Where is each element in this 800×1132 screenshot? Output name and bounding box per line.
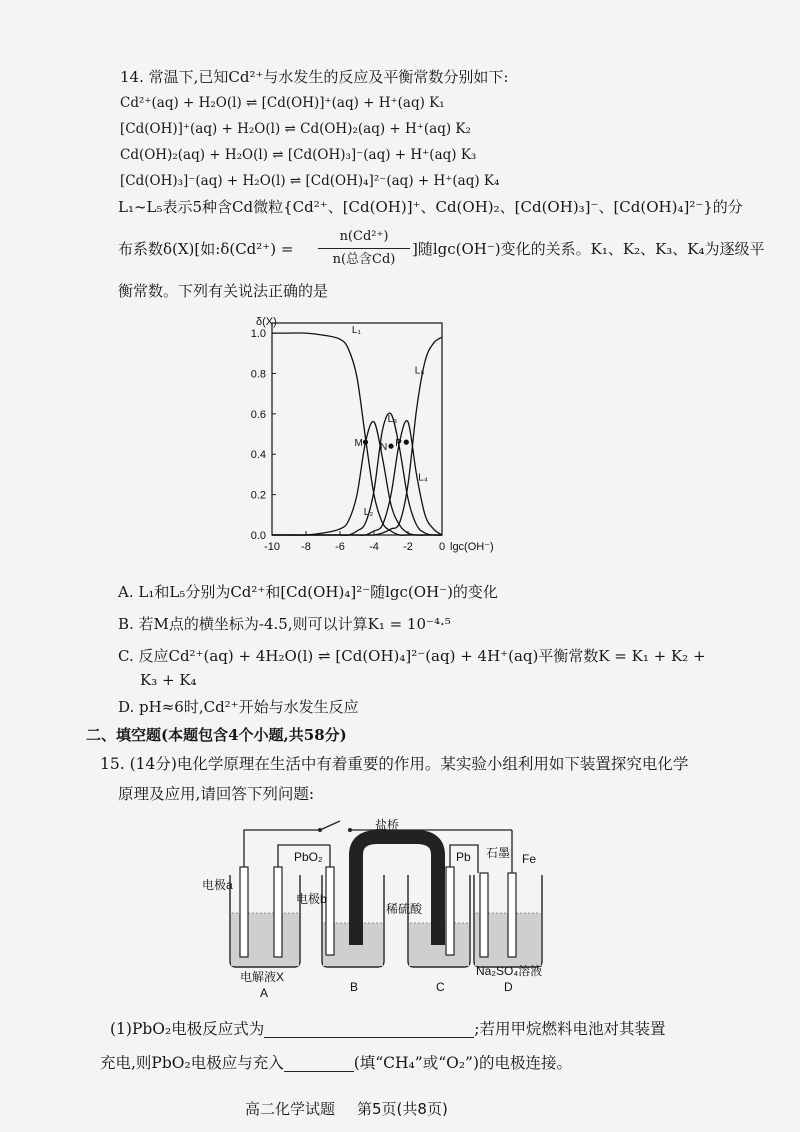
x-tick-label: -8 xyxy=(301,541,311,553)
fraction-numerator: n(Cd²⁺) xyxy=(339,229,389,244)
fraction-denominator: n(总含Cd) xyxy=(332,252,396,267)
q15-line1: 15. (14分)电化学原理在生活中有着重要的作用。某实验小组利用如下装置探究电化学 xyxy=(100,755,689,773)
point-label: P xyxy=(395,438,402,450)
q15-part1-text-a: (1)PbO₂电极反应式为 xyxy=(110,1020,265,1038)
plot-frame xyxy=(272,323,442,535)
equation-1: Cd²⁺(aq) + H₂O(l) ⇌ [Cd(OH)]⁺(aq) + H⁺(aq) K₁ xyxy=(120,95,445,111)
option-b: B. 若M点的横坐标为-4.5,则可以计算K₁ = 10⁻⁴·⁵ xyxy=(118,615,451,633)
label-electrode-b: 电极b xyxy=(296,892,327,906)
footer-page: 第5页(共8页) xyxy=(357,1100,448,1118)
label-electrolyte-x: 电解液X xyxy=(240,970,285,984)
q14-desc-line2b: ]随lgc(OH⁻)变化的关系。K₁、K₂、K₃、K₄为逐级平 xyxy=(412,240,765,258)
footer-subject: 高二化学试题 xyxy=(245,1100,336,1118)
electrode-a xyxy=(240,867,248,957)
answer-blank-2[interactable] xyxy=(284,1055,354,1072)
q15-part1-line2 xyxy=(100,1054,572,1072)
y-axis-label: δ(X) xyxy=(256,316,277,328)
series-line xyxy=(272,333,442,535)
electrochem-apparatus xyxy=(200,815,570,1000)
label-pbo2: PbO₂ xyxy=(294,850,323,864)
x-axis-label: lgc(OH⁻) xyxy=(450,541,494,553)
series-label: L₅ xyxy=(414,365,425,377)
answer-blank-1[interactable] xyxy=(264,1021,474,1038)
distribution-chart xyxy=(210,305,510,575)
x-tick-label: -10 xyxy=(264,541,280,553)
fraction-bar xyxy=(318,248,410,249)
switch-blade xyxy=(320,821,340,830)
label-electrode-a: 电极a xyxy=(202,878,233,892)
option-c-line2: K₃ + K₄ xyxy=(140,671,197,689)
option-d: D. pH≈6时,Cd²⁺开始与水发生反应 xyxy=(118,698,359,716)
switch-contact-left xyxy=(318,828,322,832)
q14-intro: 14. 常温下,已知Cd²⁺与水发生的反应及平衡常数分别如下: xyxy=(120,68,509,86)
option-a: A. L₁和L₅分别为Cd²⁺和[Cd(OH)₄]²⁻随lgc(OH⁻)的变化 xyxy=(118,583,498,601)
equation-3: Cd(OH)₂(aq) + H₂O(l) ⇌ [Cd(OH)₃]⁻(aq) + H⁺(aq) K₃ xyxy=(120,147,477,163)
electrode-b xyxy=(274,867,282,957)
electrode-fe xyxy=(508,873,516,957)
q15-part1-text-c: 充电,则PbO₂电极应与充入 xyxy=(100,1054,284,1072)
y-tick-label: 0.4 xyxy=(250,449,266,462)
q14-desc-line2a: 布系数δ(X)[如:δ(Cd²⁺) = xyxy=(118,240,294,258)
y-tick-label: 0.0 xyxy=(250,530,266,542)
section-2-heading: 二、填空题(本题包含4个小题,共58分) xyxy=(86,726,347,744)
switch-contact-right xyxy=(348,828,352,832)
q15-line2: 原理及应用,请回答下列问题: xyxy=(118,785,315,803)
equation-2: [Cd(OH)]⁺(aq) + H₂O(l) ⇌ Cd(OH)₂(aq) + H⁺(aq) K₂ xyxy=(120,121,471,137)
series-label: L₁ xyxy=(351,325,361,337)
q15-part1-text-d: (填“CH₄”或“O₂”)的电极连接。 xyxy=(353,1054,573,1072)
y-tick-label: 1.0 xyxy=(250,328,266,341)
point-marker xyxy=(388,444,393,449)
y-tick-label: 0.2 xyxy=(250,489,266,502)
q14-desc-line1: L₁~L₅表示5种含Cd微粒{Cd²⁺、[Cd(OH)]⁺、Cd(OH)₂、[Cd(OH)₃]⁻、[Cd(OH)₄]²⁻}的分 xyxy=(118,198,743,216)
x-tick-label: -6 xyxy=(335,541,345,553)
option-c-line1: C. 反应Cd²⁺(aq) + 4H₂O(l) ⇌ [Cd(OH)₄]²⁻(aq) + 4H⁺(aq)平衡常数K = K₁ + K₂ + xyxy=(118,647,706,665)
label-dilute-acid: 稀硫酸 xyxy=(386,902,423,916)
label-beaker-a: A xyxy=(260,986,269,1000)
q15-part1-text-b: ;若用甲烷燃料电池对其装置 xyxy=(474,1020,666,1038)
point-marker xyxy=(404,440,409,445)
y-tick-label: 0.6 xyxy=(250,408,266,421)
label-salt-bridge: 盐桥 xyxy=(375,818,400,832)
electrode-graphite xyxy=(480,873,488,957)
y-tick-label: 0.8 xyxy=(250,368,266,381)
series-label: L₄ xyxy=(418,472,428,484)
series-label: L₃ xyxy=(387,413,398,425)
x-tick-label: -4 xyxy=(369,541,379,553)
x-tick-label: 0 xyxy=(438,541,446,553)
equation-4: [Cd(OH)₃]⁻(aq) + H₂O(l) ⇌ [Cd(OH)₄]²⁻(aq) + H⁺(aq) K₄ xyxy=(120,173,500,189)
point-marker xyxy=(363,440,368,445)
q15-part1-line1 xyxy=(110,1020,665,1038)
label-beaker-c: C xyxy=(436,980,445,994)
label-beaker-b: B xyxy=(350,980,359,994)
series-label: L₂ xyxy=(363,506,374,518)
electrode-pb xyxy=(446,867,454,955)
x-tick-label: -2 xyxy=(403,541,413,553)
point-label: M xyxy=(354,438,363,450)
label-na2so4: Na₂SO₄溶液 xyxy=(476,964,543,978)
electrode-pbo2 xyxy=(326,867,334,955)
label-fe: Fe xyxy=(522,852,537,866)
point-label: N xyxy=(380,442,388,454)
label-beaker-d: D xyxy=(504,980,513,994)
page-footer xyxy=(245,1098,470,1119)
label-graphite: 石墨 xyxy=(486,846,511,860)
label-pb: Pb xyxy=(456,850,471,864)
q14-desc-line3: 衡常数。下列有关说法正确的是 xyxy=(118,282,329,300)
